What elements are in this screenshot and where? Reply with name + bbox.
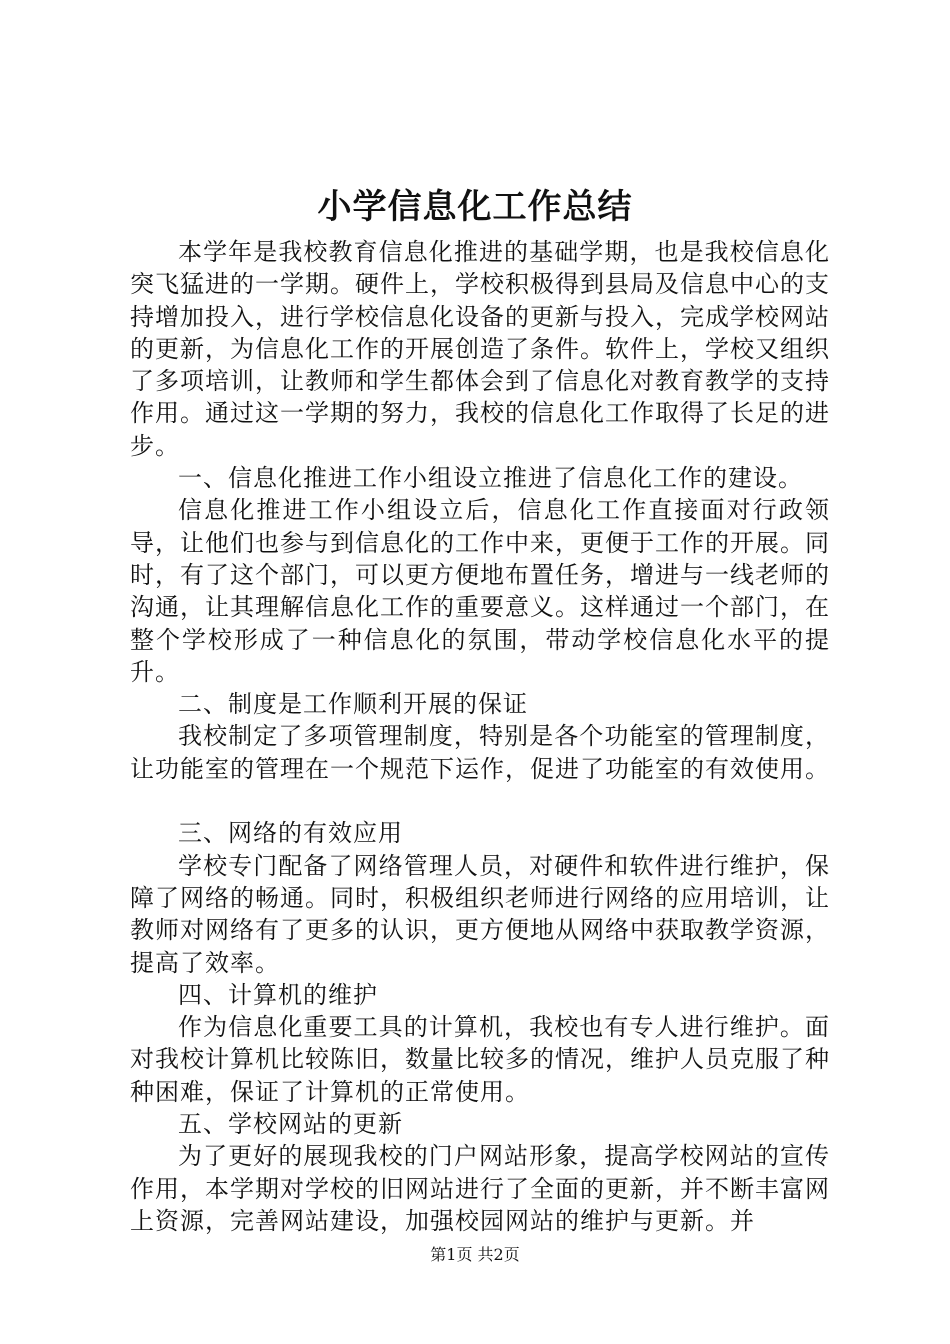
section-heading-2: 二、制度是工作顺利开展的保证 — [178, 690, 528, 719]
paragraph-section-3: 学校专门配备了网络管理人员，对硬件和软件进行维护，保障了网络的畅通。同时，积极组织老师进行网络的应用培训，让教师对网络有了更多的认识，更方便地从网络中获取教学资源，提高了效率。 — [130, 851, 830, 977]
paragraph-section-4: 作为信息化重要工具的计算机，我校也有专人进行维护。面对我校计算机比较陈旧，数量比较多的情况，维护人员克服了种种困难，保证了计算机的正常使用。 — [130, 1013, 830, 1106]
section-heading-3: 三、网络的有效应用 — [178, 819, 403, 848]
paragraph-section-1: 信息化推进工作小组设立后，信息化工作直接面对行政领导，让他们也参与到信息化的工作中来，更便于工作的开展。同时，有了这个部门，可以更方便地布置任务，增进与一线老师的沟通，让其理解信息化工作的重要意义。这样通过一个部门，在整个学校形成了一种信息化的氛围，带动学校信息化水平的提升。 — [130, 496, 830, 686]
document-body — [130, 236, 830, 1237]
paragraph-intro: 本学年是我校教育信息化推进的基础学期，也是我校信息化突飞猛进的一学期。硬件上，学校积极得到县局及信息中心的支持增加投入，进行学校信息化设备的更新与投入，完成学校网站的更新，为信息化工作的开展创造了条件。软件上，学校又组织了多项培训，让教师和学生都体会到了信息化对教育教学的支持作用。通过这一学期的努力，我校的信息化工作取得了长足的进步。 — [130, 238, 830, 460]
section-heading-5: 五、学校网站的更新 — [178, 1110, 403, 1139]
paragraph-section-2: 我校制定了多项管理制度，特别是各个功能室的管理制度，让功能室的管理在一个规范下运作，促进了功能室的有效使用。 — [130, 722, 830, 783]
paragraph-section-5: 为了更好的展现我校的门户网站形象，提高学校网站的宣传作用，本学期对学校的旧网站进行了全面的更新，并不断丰富网上资源，完善网站建设，加强校园网站的维护与更新。并 — [130, 1142, 830, 1235]
section-heading-4: 四、计算机的维护 — [178, 980, 378, 1009]
blank-line — [130, 785, 830, 817]
page-footer: 第1页 共2页 — [430, 1245, 520, 1264]
section-heading-1: 一、信息化推进工作小组设立推进了信息化工作的建设。 — [178, 464, 803, 493]
document-title: 小学信息化工作总结 — [317, 187, 633, 227]
